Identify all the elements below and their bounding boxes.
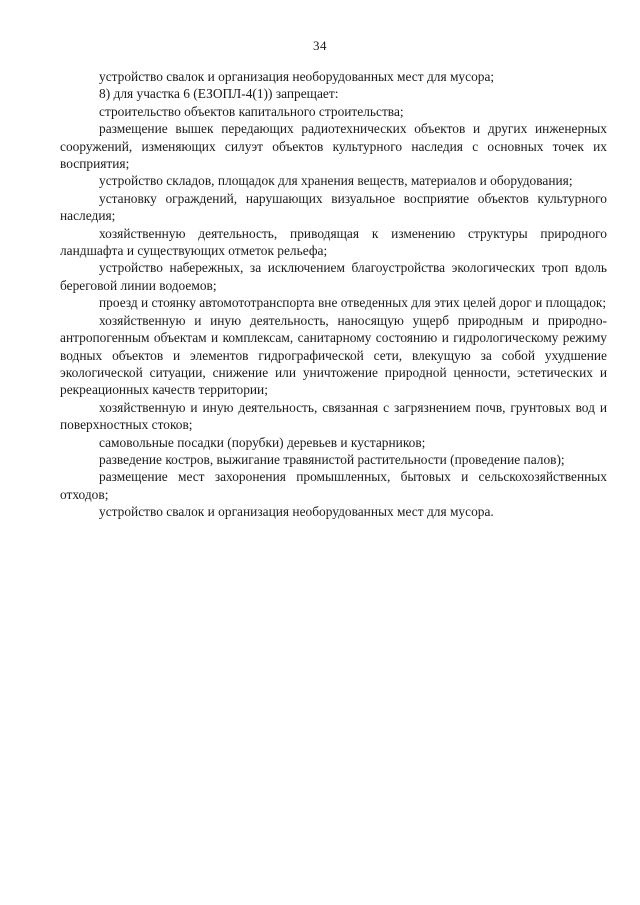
page-number: 34	[313, 38, 327, 53]
paragraph: устройство свалок и организация необорудованных мест для мусора.	[99, 504, 494, 520]
paragraph: разведение костров, выжигание травянистой растительности (проведение палов);	[99, 451, 565, 467]
document-body	[60, 68, 607, 521]
paragraph: размещение вышек передающих радиотехнических объектов и других инженерных сооружений, изменяющих силуэт объектов культурного наследия с основных точек их восприятия;	[60, 121, 607, 172]
paragraph: хозяйственную и иную деятельность, связанная с загрязнением почв, грунтовых вод и поверхностных стоков;	[60, 399, 607, 433]
paragraph: 8) для участка 6 (ЕЗОПЛ-4(1)) запрещает:	[99, 86, 339, 102]
paragraph: установку ограждений, нарушающих визуальное восприятие объектов культурного наследия;	[60, 190, 607, 224]
paragraph: хозяйственную деятельность, приводящая к изменению структуры природного ландшафта и существующих отметок рельефа;	[60, 225, 607, 259]
paragraph: проезд и стоянку автомототранспорта вне отведенных для этих целей дорог и площадок;	[99, 295, 607, 311]
paragraph: размещение мест захоронения промышленных, бытовых и сельскохозяйственных отходов;	[60, 469, 607, 502]
paragraph: хозяйственную и иную деятельность, наносящую ущерб природным и природно-антропогенным объектам и комплексам, санитарному состоянию и гидрологическому режиму водных объектов и элементов гидрографической сети, влекущую за собой ухудшение экологической ситуации, снижение или уничтожение природной ценности, эстетических и рекреационных качеств территории;	[60, 312, 607, 398]
paragraph: строительство объектов капитального строительства;	[99, 103, 404, 119]
paragraph: устройство набережных, за исключением благоустройства экологических троп вдоль береговой линии водоемов;	[60, 260, 607, 293]
paragraph: устройство свалок и организация необорудованных мест для мусора;	[99, 69, 495, 84]
paragraph: самовольные посадки (порубки) деревьев и кустарников;	[99, 434, 426, 450]
paragraph: устройство складов, площадок для хранения веществ, материалов и оборудования;	[99, 173, 573, 189]
